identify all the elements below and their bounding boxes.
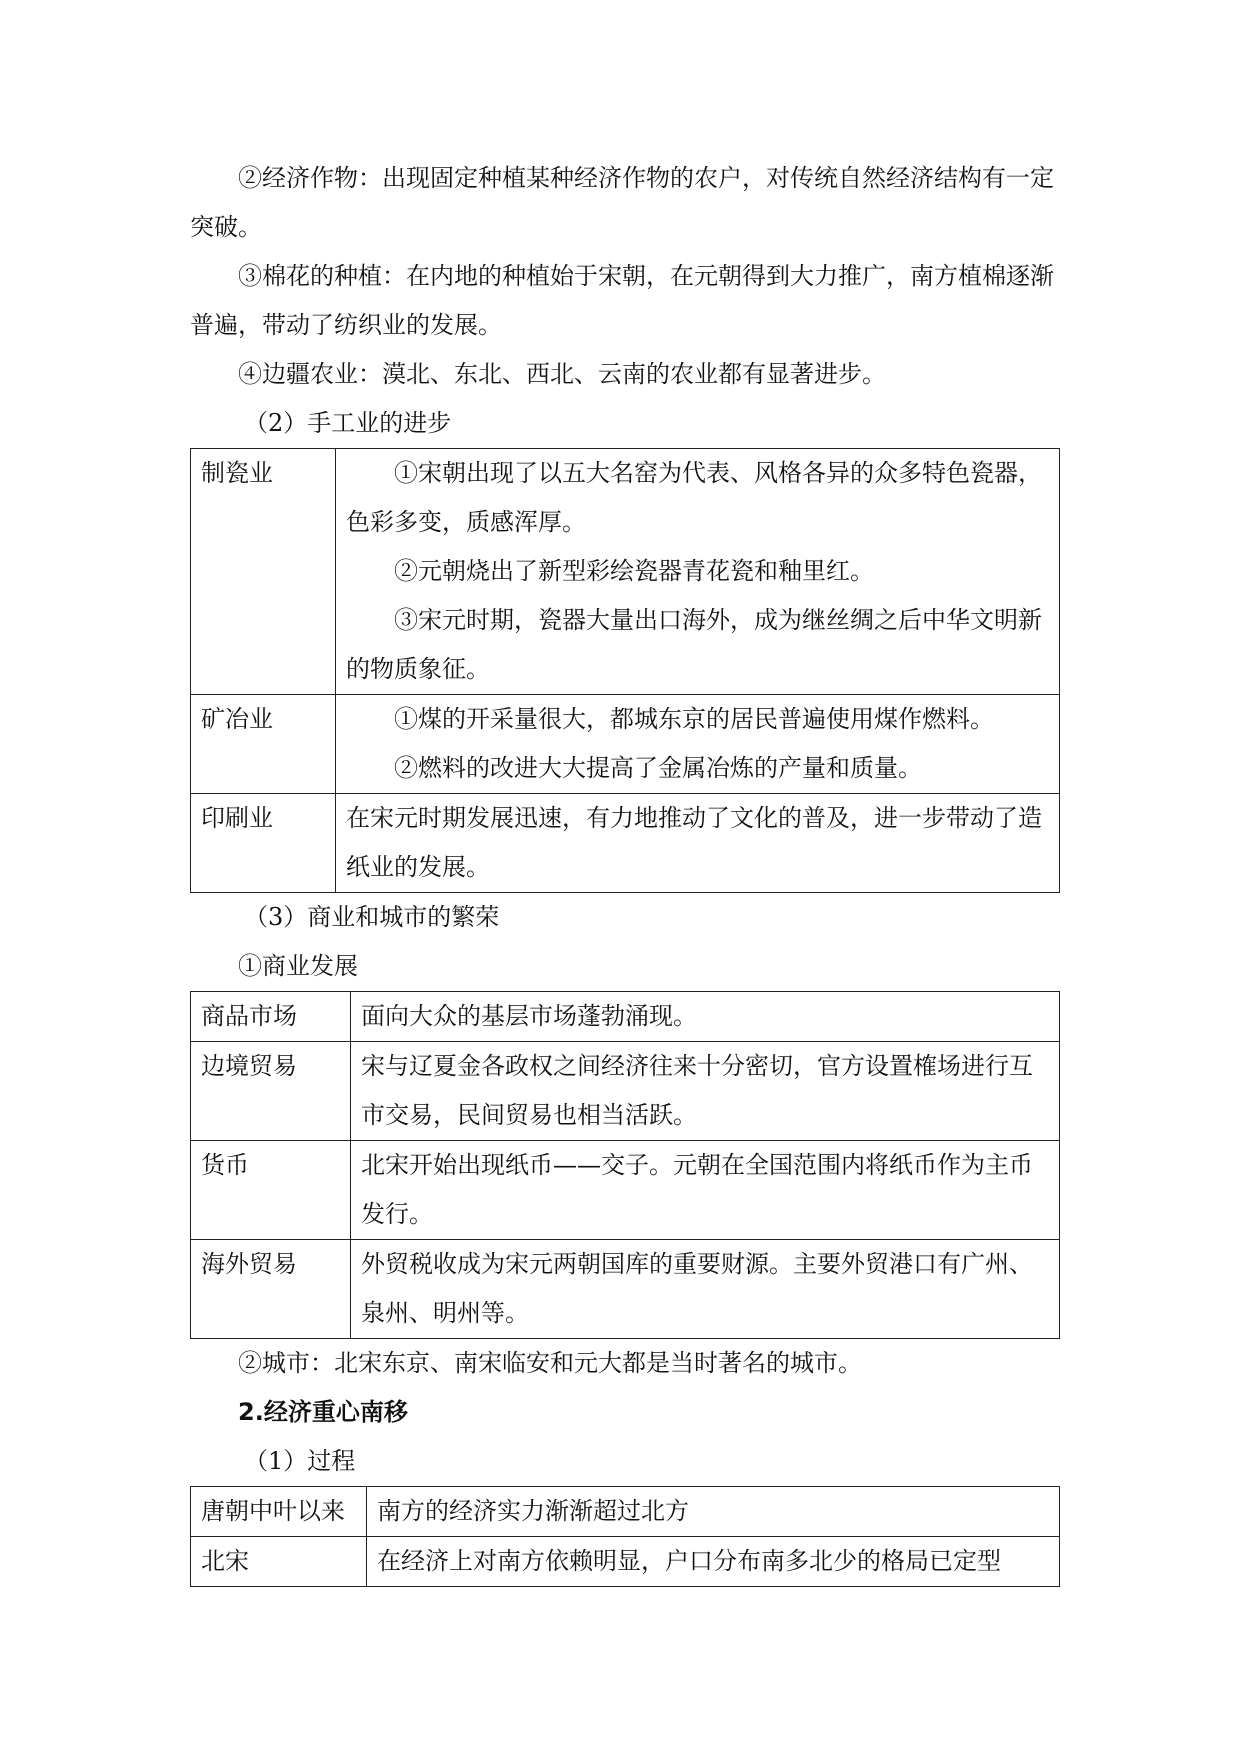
cell-line: ③宋元时期，瓷器大量出口海外，成为继丝绸之后中华文明新的物质象征。 bbox=[346, 606, 1042, 683]
row-label: 边境贸易 bbox=[191, 1042, 351, 1141]
paragraph-cash-crops: ②经济作物：出现固定种植某种经济作物的农户，对传统自然经济结构有一定突破。 bbox=[190, 164, 1054, 241]
handicraft-table bbox=[190, 448, 1060, 893]
heading-economic-center-shift: 2.经济重心南移 bbox=[238, 1398, 408, 1426]
cell-line: ①煤的开采量很大，都城东京的居民普遍使用煤作燃料。 bbox=[394, 705, 994, 733]
row-content bbox=[336, 794, 1060, 893]
cell-line: ①宋朝出现了以五大名窑为代表、风格各异的众多特色瓷器，色彩多变，质感浑厚。 bbox=[346, 459, 1042, 536]
process-table bbox=[190, 1486, 1060, 1587]
document-content bbox=[190, 154, 1060, 1587]
commerce-subtitle: ①商业发展 bbox=[238, 952, 358, 980]
table-row bbox=[191, 449, 1060, 695]
row-label: 矿冶业 bbox=[191, 695, 336, 794]
row-content: 面向大众的基层市场蓬勃涌现。 bbox=[351, 992, 1060, 1042]
row-content: 北宋开始出现纸币——交子。元朝在全国范围内将纸币作为主币发行。 bbox=[351, 1141, 1060, 1240]
section-commerce-title: （3）商业和城市的繁荣 bbox=[244, 903, 500, 931]
row-label: 货币 bbox=[191, 1141, 351, 1240]
row-label: 制瓷业 bbox=[191, 449, 336, 695]
paragraph-frontier-agriculture: ④边疆农业：漠北、东北、西北、云南的农业都有显著进步。 bbox=[238, 360, 886, 388]
section-process-title: （1）过程 bbox=[244, 1447, 356, 1475]
row-label: 印刷业 bbox=[191, 794, 336, 893]
paragraph-cities: ②城市：北宋东京、南宋临安和元大都是当时著名的城市。 bbox=[238, 1349, 862, 1377]
paragraph-cotton: ③棉花的种植：在内地的种植始于宋朝，在元朝得到大力推广，南方植棉逐渐普遍，带动了纺织业的发展。 bbox=[190, 262, 1054, 339]
table-row bbox=[191, 1240, 1060, 1339]
row-content: 宋与辽夏金各政权之间经济往来十分密切，官方设置榷场进行互市交易，民间贸易也相当活跃。 bbox=[351, 1042, 1060, 1141]
row-label: 海外贸易 bbox=[191, 1240, 351, 1339]
table-row bbox=[191, 794, 1060, 893]
table-row bbox=[191, 695, 1060, 794]
cell-line: ②燃料的改进大大提高了金属冶炼的产量和质量。 bbox=[394, 754, 922, 782]
cell-line: 在宋元时期发展迅速，有力地推动了文化的普及，进一步带动了造纸业的发展。 bbox=[346, 804, 1042, 881]
row-label: 唐朝中叶以来 bbox=[191, 1487, 367, 1537]
row-label: 商品市场 bbox=[191, 992, 351, 1042]
table-row bbox=[191, 1487, 1060, 1537]
table-row bbox=[191, 1141, 1060, 1240]
cell-line: ②元朝烧出了新型彩绘瓷器青花瓷和釉里红。 bbox=[394, 557, 874, 585]
commerce-table bbox=[190, 991, 1060, 1339]
row-label: 北宋 bbox=[191, 1537, 367, 1587]
section-handicraft-title: （2）手工业的进步 bbox=[244, 409, 452, 437]
row-content: 在经济上对南方依赖明显，户口分布南多北少的格局已定型 bbox=[367, 1537, 1060, 1587]
table-row bbox=[191, 992, 1060, 1042]
row-content bbox=[336, 449, 1060, 695]
row-content: 南方的经济实力渐渐超过北方 bbox=[367, 1487, 1060, 1537]
row-content: 外贸税收成为宋元两朝国库的重要财源。主要外贸港口有广州、泉州、明州等。 bbox=[351, 1240, 1060, 1339]
table-row bbox=[191, 1537, 1060, 1587]
row-content bbox=[336, 695, 1060, 794]
table-row bbox=[191, 1042, 1060, 1141]
